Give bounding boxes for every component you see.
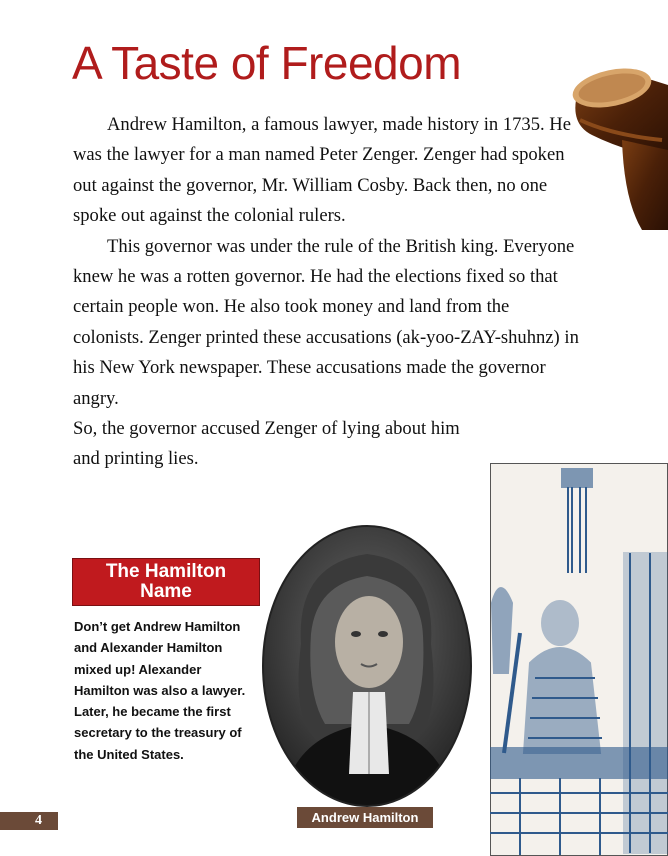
paragraph-1: Andrew Hamilton, a famous lawyer, made history in 1735. He was the lawyer for a man named Peter Zenger. Zenger had spoken out against the governor, Mr. William Cosby. Back then, no one spoke out against the colonial rulers.: [73, 114, 571, 227]
page-number: 4: [0, 812, 58, 830]
gavel-image: [562, 40, 668, 230]
sidebar-text: Don’t get Andrew Hamilton and Alexander Hamilton mixed up! Alexander Hamilton was also a lawyer. Later, he became the first secretary to the treasury of the United States.: [74, 619, 246, 762]
portrait-image: [261, 524, 473, 808]
main-text: [73, 110, 583, 475]
woodcut-image: [490, 463, 668, 856]
sidebar-heading-line1: The Hamilton: [105, 561, 227, 582]
paragraph-2-end: So, the governor accused Zenger of lying about him and printing lies.: [73, 418, 460, 470]
sidebar-heading-line2: Name: [140, 581, 192, 602]
portrait-caption: Andrew Hamilton: [297, 807, 433, 828]
paragraph-2-main: This governor was under the rule of the British king. Everyone knew he was a rotten governor. He had the elections fixed so that certain people won. He also took money and land from the colonists. Zenger printed these accusations (ak-yoo-ZAY-shuhnz) in his New York newspaper. These accusations made the governor angry.: [73, 235, 579, 409]
sidebar-heading: [72, 558, 260, 606]
page-title: A Taste of Freedom: [72, 37, 462, 89]
paragraph-2: [73, 232, 583, 414]
